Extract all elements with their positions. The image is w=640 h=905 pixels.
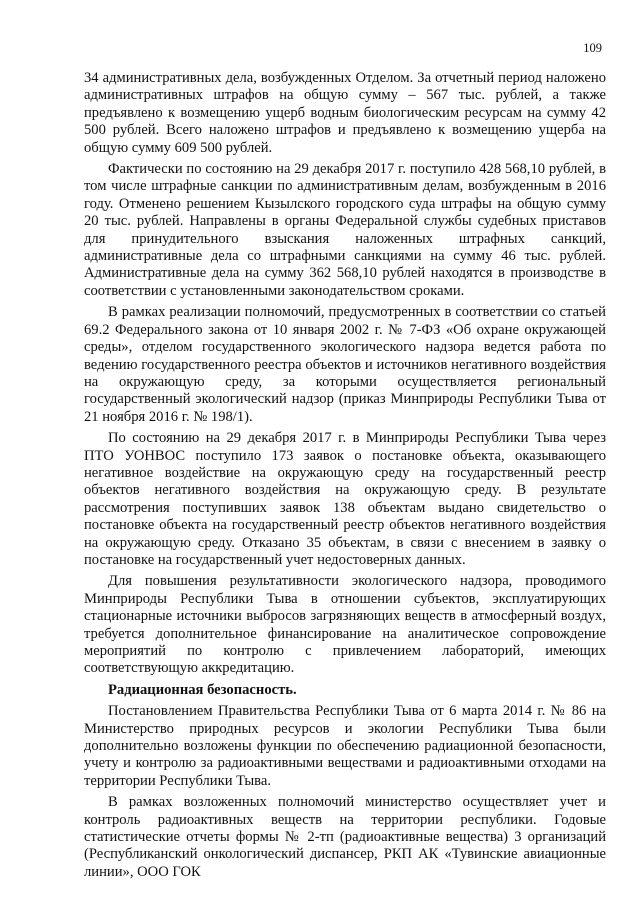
- paragraph-funding: Для повышения результативности экологического надзора, проводимого Минприроды Республики Тыва в отношении субъектов, эксплуатирующих стационарные источники выбросов загрязняющих веществ в атмосферный воздух, требуется дополнительное финансирование на аналитическое сопровождение мероприятий по контролю с привлечением лабораторий, имеющих соответствующую аккредитацию.: [84, 573, 606, 677]
- paragraph-radiation-control: В рамках возложенных полномочий министерство осуществляет учет и контроль радиоактивных веществ на территории республики. Годовые статистические отчеты формы № 2-тп (радиоактивные вещества) 3 организаций (Республиканский онкологический диспансер, РКП АК «Тувинские авиационные линии», ООО ГОК: [84, 794, 606, 880]
- page-number: 109: [583, 41, 602, 55]
- paragraph-registry-status: По состоянию на 29 декабря 2017 г. в Минприроды Республики Тыва через ПТО УОНВОС поступило 173 заявок о постановке объекта, оказывающего негативное воздействие на окружающую среду на государственный реестр объектов негативного воздействия на окружающую среду. В результате рассмотрения поступивших заявок 138 объектам выдано свидетельство о постановке объекта на государственный реестр объектов негативного воздействия на окружающую среду. Отказано 35 объектам, в связи с внесением в заявку о постановке на государственный учет недостоверных данных.: [84, 430, 606, 568]
- paragraph-registry-powers: В рамках реализации полномочий, предусмотренных в соответствии со статьей 69.2 Федерального закона от 10 января 2002 г. № 7-ФЗ «Об охране окружающей среды», отделом государственного экологического надзора ведется работа по ведению государственного реестра объектов и источников негативного воздействия на окружающую среду, за которыми осуществляется региональный государственный экологический надзор (приказ Минприроды Республики Тыва от 21 ноября 2016 г. № 198/1).: [84, 304, 606, 425]
- document-body: [84, 70, 606, 885]
- paragraph-continuation: 34 административных дела, возбужденных Отделом. За отчетный период наложено административных штрафов на общую сумму – 567 тыс. рублей, а также предъявлено к возмещению ущерб водным биологическим ресурсам на сумму 42 500 рублей. Всего наложено штрафов и предъявлено к возмещению ущерба на общую сумму 609 500 рублей.: [84, 70, 606, 156]
- section-heading: Радиационная безопасность.: [108, 681, 297, 698]
- paragraph-payments: Фактически по состоянию на 29 декабря 2017 г. поступило 428 568,10 рублей, в том числе штрафные санкции по административным делам, возбужденным в 2016 году. Отменено решением Кызылского городского суда штрафы на общую сумму 20 тыс. рублей. Направлены в органы Федеральной службы судебных приставов для принудительного взыскания наложенных штрафных санкций, административные дела со штрафными санкциями на сумму 46 тыс. рублей. Административные дела на сумму 362 568,10 рублей находятся в производстве в соответствии с установленными законодательством сроками.: [84, 161, 606, 299]
- paragraph-radiation-decree: Постановлением Правительства Республики Тыва от 6 марта 2014 г. № 86 на Министерство природных ресурсов и экологии Республики Тыва были дополнительно возложены функции по обеспечению радиационной безопасности, учету и контролю за радиоактивными веществами и радиоактивными отходами на территории Республики Тыва.: [84, 703, 606, 789]
